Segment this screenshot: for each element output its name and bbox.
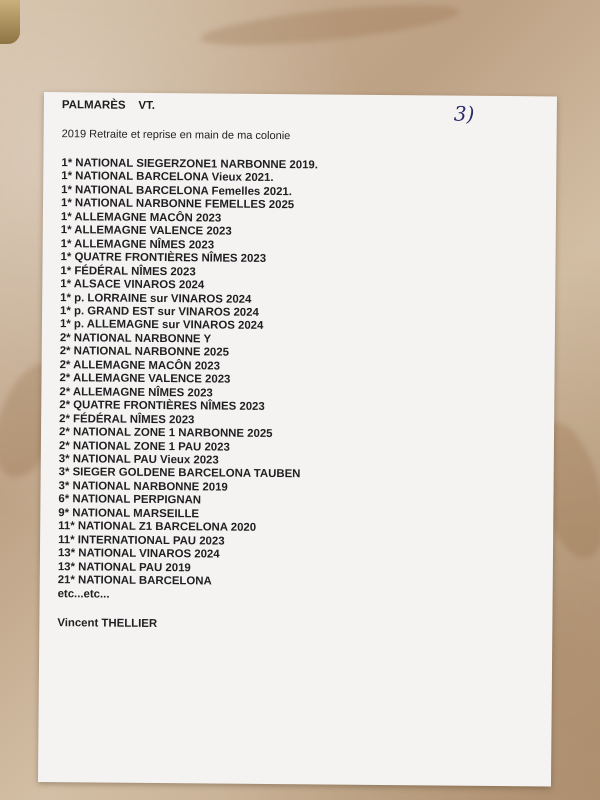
- list-item: 1* p. LORRAINE sur VINAROS 2024: [60, 291, 252, 306]
- list-item: 1* NATIONAL NARBONNE FEMELLES 2025: [60, 197, 295, 212]
- list-item: 2* ALLEMAGNE NÎMES 2023: [59, 385, 213, 400]
- results-list: [58, 157, 537, 592]
- list-item: 13* NATIONAL PAU 2019: [57, 560, 191, 574]
- document-subtitle: 2019 Retraite et reprise en main de ma colonie: [61, 128, 291, 143]
- document-content: [57, 98, 537, 634]
- list-item: 2* FÉDÉRAL NÎMES 2023: [59, 412, 195, 426]
- list-item: 2* ALLEMAGNE MACÔN 2023: [59, 358, 221, 373]
- paper-sheet: [38, 92, 557, 786]
- corner-object: [0, 0, 20, 44]
- list-item: 1* ALSACE VINAROS 2024: [60, 278, 205, 292]
- list-item: 1* ALLEMAGNE VALENCE 2023: [60, 224, 232, 238]
- list-item: 1* p. GRAND EST sur VINAROS 2024: [60, 305, 259, 319]
- etc-line: etc...etc...: [57, 587, 110, 601]
- list-item: 13* NATIONAL VINAROS 2024: [57, 547, 220, 561]
- list-item: 21* NATIONAL BARCELONA: [57, 574, 212, 588]
- list-item: 2* QUATRE FRONTIÈRES NÎMES 2023: [59, 399, 265, 414]
- list-item: 2* NATIONAL NARBONNE Y: [59, 332, 212, 346]
- marble-vein: [199, 0, 461, 54]
- list-item: 3* NATIONAL PAU Vieux 2023: [58, 453, 219, 467]
- list-item: 1* ALLEMAGNE NÎMES 2023: [60, 237, 215, 252]
- list-item: 1* FÉDÉRAL NÎMES 2023: [60, 264, 196, 278]
- list-item: 1* ALLEMAGNE MACÔN 2023: [60, 210, 222, 225]
- list-item: 3* NATIONAL NARBONNE 2019: [58, 480, 228, 494]
- list-item: 2* NATIONAL NARBONNE 2025: [59, 345, 230, 359]
- list-item: 11* NATIONAL Z1 BARCELONA 2020: [58, 520, 257, 535]
- handwritten-page-number: 3): [453, 101, 475, 126]
- list-item: 2* ALLEMAGNE VALENCE 2023: [59, 372, 231, 386]
- list-item: 1* NATIONAL SIEGERZONE1 NARBONNE 2019.: [61, 157, 318, 172]
- list-item: 2* NATIONAL ZONE 1 PAU 2023: [58, 439, 230, 454]
- list-item: 1* NATIONAL BARCELONA Femelles 2021.: [61, 184, 293, 199]
- list-item: 1* p. ALLEMAGNE sur VINAROS 2024: [59, 318, 264, 333]
- list-item: 11* INTERNATIONAL PAU 2023: [58, 533, 225, 548]
- list-item: 2* NATIONAL ZONE 1 NARBONNE 2025: [58, 426, 273, 441]
- list-item: 1* QUATRE FRONTIÈRES NÎMES 2023: [60, 251, 267, 266]
- list-item: 1* NATIONAL BARCELONA Vieux 2021.: [61, 170, 274, 185]
- document-header: PALMARÈS VT.: [61, 99, 156, 112]
- list-item: 9* NATIONAL MARSEILLE: [58, 506, 200, 521]
- list-item: 6* NATIONAL PERPIGNAN: [58, 493, 202, 507]
- author-name: Vincent THELLIER: [57, 617, 158, 631]
- list-item: 3* SIEGER GOLDENE BARCELONA TAUBEN: [58, 466, 301, 481]
